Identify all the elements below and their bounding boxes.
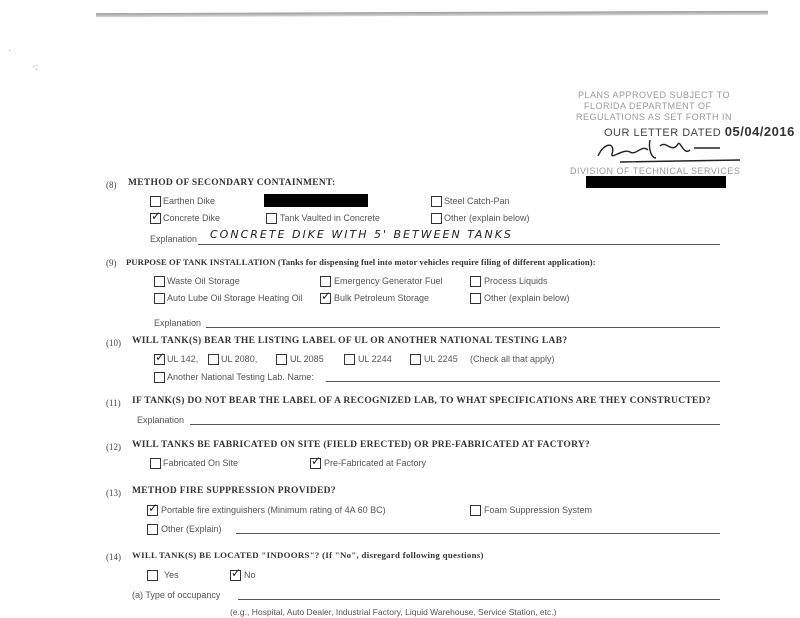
checkbox-bulk-petroleum[interactable]	[320, 293, 331, 304]
option-label: UL 2080,	[221, 354, 258, 364]
option-label: Tank Vaulted in Concrete	[280, 213, 380, 223]
checkbox-foam-suppression[interactable]	[470, 505, 481, 516]
checkbox-steel-catch-pan[interactable]	[431, 196, 442, 207]
stamp-line-2: FLORIDA DEPARTMENT OF	[584, 101, 712, 111]
check-note: (Check all that apply)	[470, 354, 555, 364]
redaction-bar	[586, 176, 726, 188]
option-label: No	[244, 570, 256, 580]
option-label: UL 2244	[358, 354, 392, 364]
checkbox-another-lab[interactable]	[154, 372, 165, 383]
explanation-line[interactable]	[206, 327, 720, 328]
option-label: Yes	[164, 570, 179, 580]
explanation-value[interactable]: CONCRETE DIKE WITH 5' BETWEEN TANKS	[210, 228, 513, 241]
checkbox-no[interactable]	[230, 570, 241, 581]
option-label: Earthen Dike	[163, 196, 216, 206]
checkbox-pre-fabricated[interactable]	[310, 458, 321, 469]
section-number: (9)	[106, 258, 117, 268]
redaction-bar	[264, 194, 368, 207]
option-label: Steel Catch-Pan	[444, 196, 510, 206]
option-label: Foam Suppression System	[484, 505, 593, 515]
option-label: Emergency Generator Fuel	[334, 276, 443, 286]
stamp-division: DIVISION OF TECHNICAL SERVICES	[570, 166, 741, 176]
checkbox-yes[interactable]	[147, 570, 158, 581]
checkbox-earthen-dike[interactable]	[150, 196, 161, 207]
checkbox-ul-2244[interactable]	[344, 354, 355, 365]
section-number: (8)	[106, 180, 117, 190]
option-label: UL 2085	[290, 354, 324, 364]
occupancy-hint: (e.g., Hospital, Auto Dealer, Industrial Factory, Liquid Warehouse, Service Station, etc.)	[230, 607, 557, 617]
section-number: (13)	[106, 488, 121, 498]
section-title: METHOD OF SECONDARY CONTAINMENT:	[128, 178, 336, 188]
stamp-date: 05/04/2016	[724, 124, 795, 139]
occupancy-line[interactable]	[238, 599, 720, 600]
scan-speck: ·	[8, 46, 12, 57]
section-title: WILL TANK(S) BEAR THE LISTING LABEL OF UL OR ANOTHER NATIONAL TESTING LAB?	[132, 336, 568, 346]
section-title: WILL TANK(S) BE LOCATED "INDOORS"? (If "No", disregard following questions)	[132, 550, 484, 560]
section-title: IF TANK(S) DO NOT BEAR THE LABEL OF A RECOGNIZED LAB, TO WHAT SPECIFICATIONS ARE THEY CONSTRUCTED?	[132, 396, 711, 406]
lab-name-line[interactable]	[326, 381, 720, 382]
checkbox-portable-extinguishers[interactable]	[147, 505, 158, 516]
section-title: PURPOSE OF TANK INSTALLATION (Tanks for dispensing fuel into motor vehicles require filing of different application):	[126, 257, 596, 267]
other-explain-line[interactable]	[236, 533, 720, 534]
checkbox-other[interactable]	[147, 524, 158, 535]
option-label: Other (explain below)	[484, 293, 570, 303]
checkbox-emergency-generator[interactable]	[320, 276, 331, 287]
option-label: Portable fire extinguishers (Minimum rating of 4A 60 BC)	[161, 505, 386, 515]
checkbox-fabricated-on-site[interactable]	[150, 458, 161, 469]
option-label: Pre-Fabricated at Factory	[324, 458, 427, 468]
explanation-line[interactable]	[190, 424, 720, 425]
checkbox-other[interactable]	[431, 213, 442, 224]
stamp-line-1: PLANS APPROVED SUBJECT TO	[578, 90, 731, 100]
section-number: (12)	[106, 442, 121, 452]
checkbox-process-liquids[interactable]	[470, 276, 481, 287]
option-label: UL 2245	[424, 354, 458, 364]
checkbox-other[interactable]	[470, 293, 481, 304]
checkbox-concrete-dike[interactable]	[150, 213, 161, 224]
occupancy-label: (a) Type of occupancy	[132, 590, 221, 600]
option-label: Waste Oil Storage	[167, 276, 240, 286]
option-label: Process Liquids	[484, 276, 548, 286]
option-label: Fabricated On Site	[163, 458, 239, 468]
option-label: Another National Testing Lab. Name:	[167, 372, 314, 382]
checkbox-auto-lube[interactable]	[154, 293, 165, 304]
explanation-label: Explanation	[154, 318, 202, 328]
checkbox-waste-oil[interactable]	[154, 276, 165, 287]
option-label: Other (Explain)	[161, 524, 222, 534]
option-label: Bulk Petroleum Storage	[334, 293, 430, 303]
approval-signature	[590, 136, 750, 168]
checkbox-ul-142[interactable]	[154, 354, 165, 365]
explanation-label: Explanation	[137, 415, 185, 425]
section-title: WILL TANKS BE FABRICATED ON SITE (FIELD ERECTED) OR PRE-FABRICATED AT FACTORY?	[132, 440, 591, 450]
option-label: UL 142,	[167, 354, 199, 364]
checkbox-tank-vaulted[interactable]	[266, 213, 277, 224]
stamp-date-prefix: OUR LETTER DATED	[604, 127, 722, 139]
scan-speck: ·:	[32, 62, 39, 73]
stamp-line-3: REGULATIONS AS SET FORTH IN	[576, 112, 733, 122]
option-label: Concrete Dike	[163, 213, 221, 223]
scan-top-border	[96, 11, 768, 17]
section-number: (14)	[106, 552, 121, 562]
checkbox-ul-2085[interactable]	[276, 354, 287, 365]
checkbox-ul-2080[interactable]	[208, 354, 219, 365]
section-number: (10)	[106, 338, 121, 348]
checkbox-ul-2245[interactable]	[410, 354, 421, 365]
option-label: Other (explain below)	[444, 213, 530, 223]
explanation-label: Explanation	[150, 234, 198, 244]
section-number: (11)	[106, 398, 121, 408]
explanation-line	[198, 244, 720, 245]
option-label: Auto Lube Oil Storage Heating Oil	[167, 293, 303, 303]
section-title: METHOD FIRE SUPPRESSION PROVIDED?	[132, 486, 336, 496]
